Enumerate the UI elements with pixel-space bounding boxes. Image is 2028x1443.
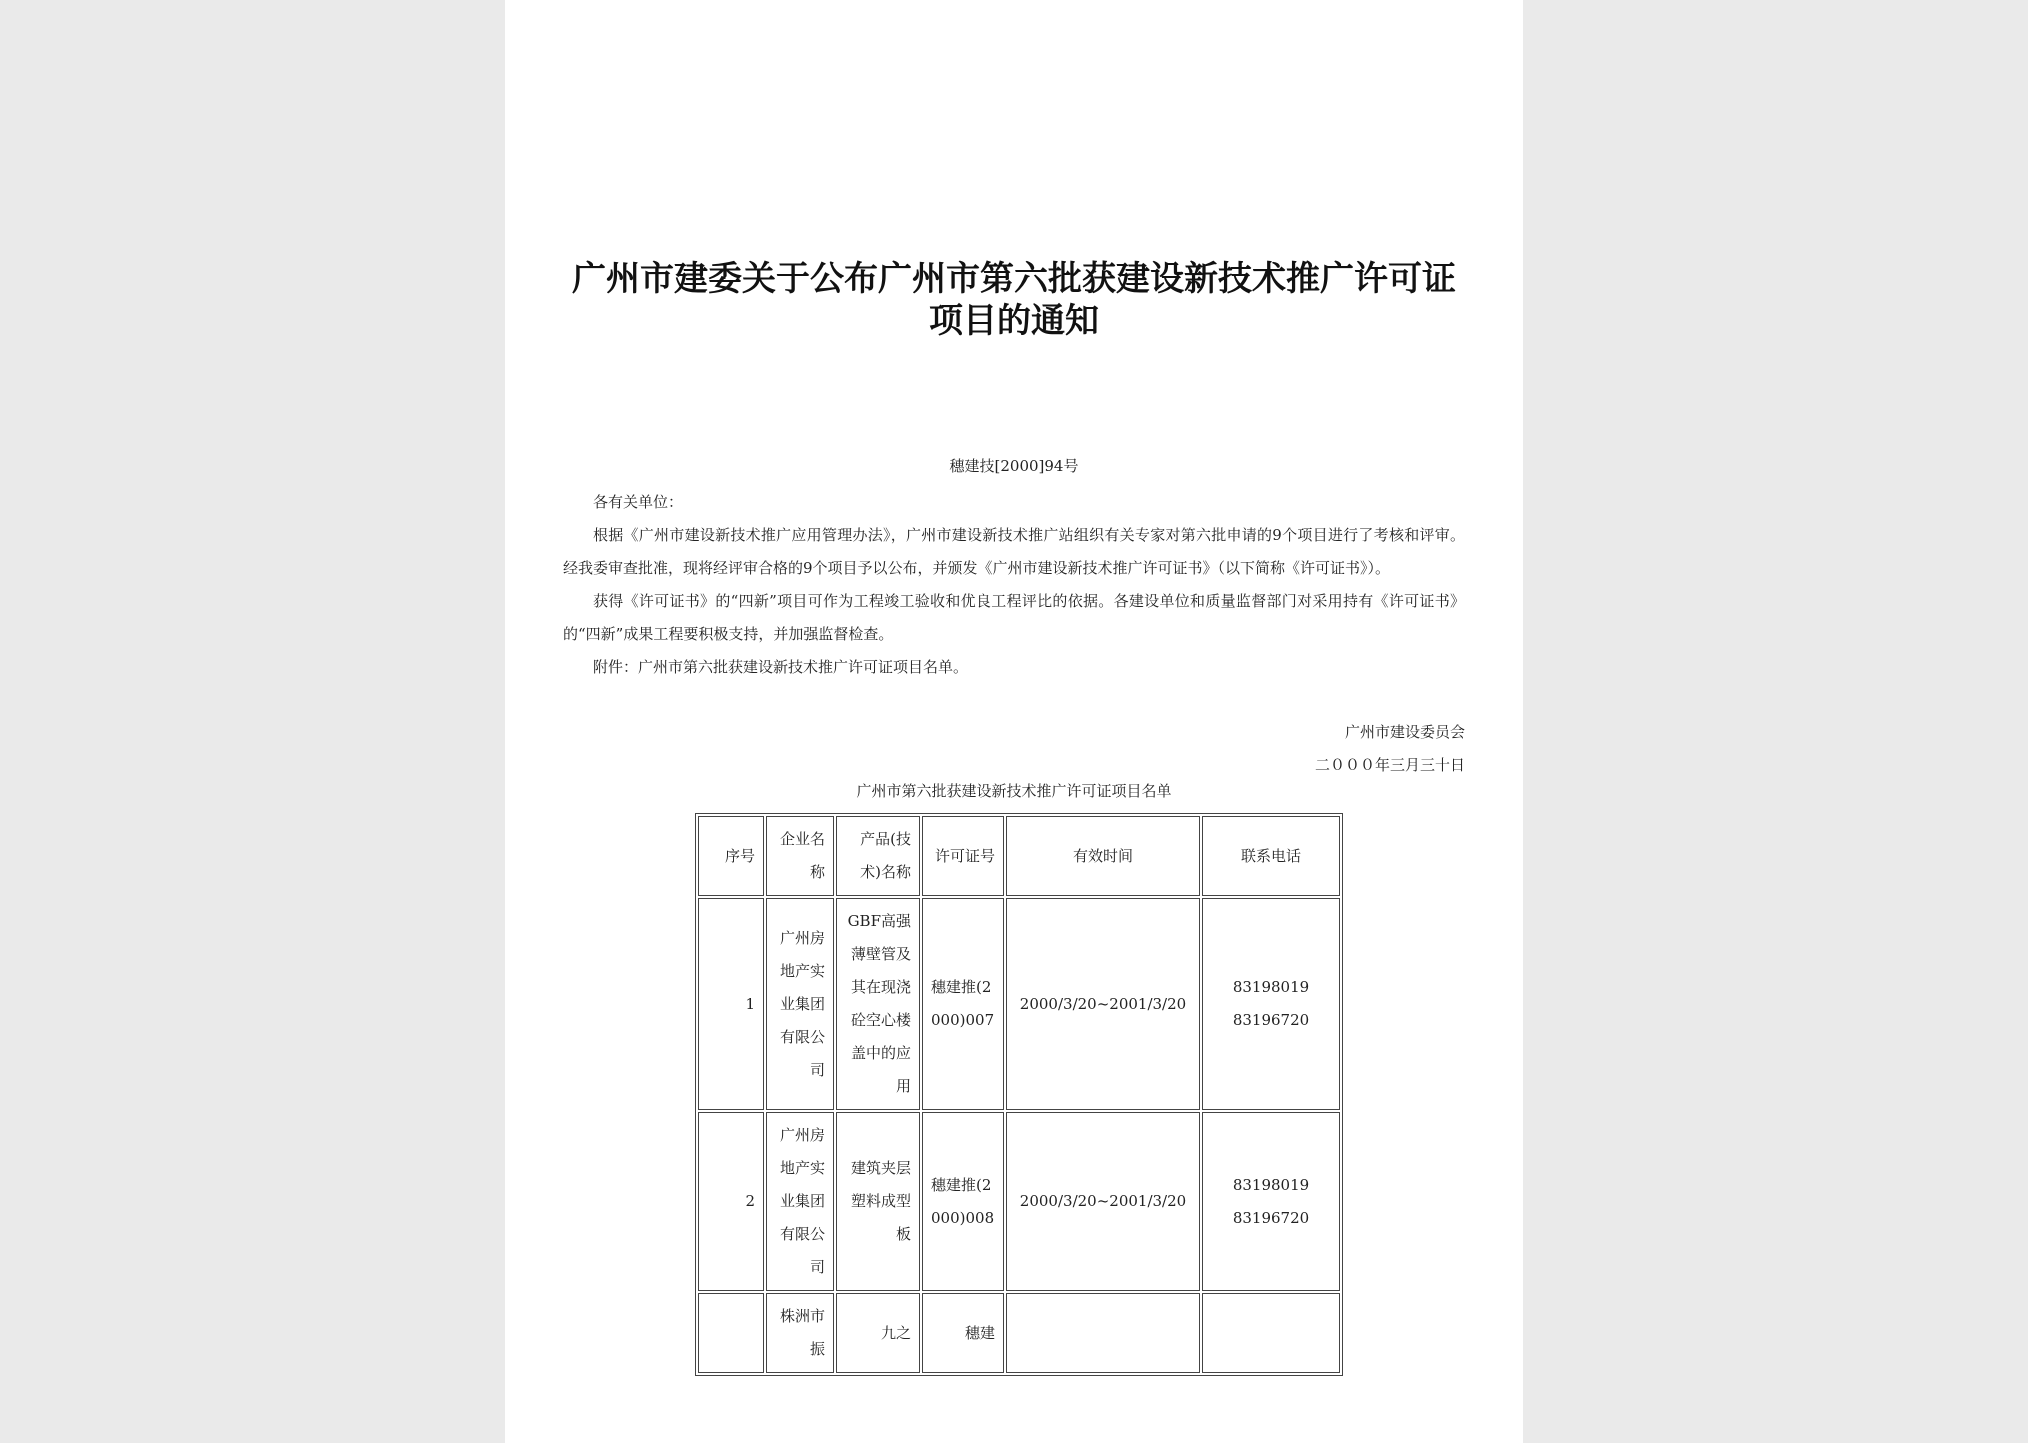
paragraph-3: 附件：广州市第六批获建设新技术推广许可证项目名单。 <box>593 658 969 676</box>
table-header-row <box>698 816 1340 896</box>
cell-product: 九之 <box>836 1293 920 1373</box>
table-row <box>698 1293 1340 1373</box>
header-seq: 序号 <box>698 816 764 896</box>
cell-company: 广州房地产实业集团有限公司 <box>766 1112 834 1291</box>
phone-1: 83198019 <box>1232 978 1310 996</box>
cell-valid: 2000/3/20~2001/3/20 <box>1006 898 1200 1110</box>
signature-org: 广州市建设委员会 <box>1344 723 1465 741</box>
document-body <box>563 486 1465 684</box>
document-title: 广州市建委关于公布广州市第六批获建设新技术推广许可证项目的通知 <box>572 259 1456 341</box>
cell-valid <box>1006 1293 1200 1373</box>
header-company: 企业名称 <box>766 816 834 896</box>
document-number: 穗建技[2000]94号 <box>949 457 1079 475</box>
header-license: 许可证号 <box>922 816 1004 896</box>
header-product: 产品(技术)名称 <box>836 816 920 896</box>
cell-license: 穗建推(2000)007 <box>922 898 1004 1110</box>
phone-2: 83196720 <box>1232 1011 1310 1029</box>
cell-phone <box>1202 1112 1340 1291</box>
header-phone: 联系电话 <box>1202 816 1340 896</box>
cell-valid: 2000/3/20~2001/3/20 <box>1006 1112 1200 1291</box>
cell-company: 株洲市振 <box>766 1293 834 1373</box>
signature-block <box>1315 716 1465 782</box>
document-page <box>505 0 1523 1443</box>
phone-1: 83198019 <box>1232 1175 1310 1194</box>
phone-2: 83196720 <box>1232 1208 1310 1227</box>
paragraph-2: 获得《许可证书》的“四新”项目可作为工程竣工验收和优良工程评比的依据。各建设单位和质量监督部门对采用持有《许可证书》的“四新”成果工程要积极支持，并加强监督检查。 <box>563 592 1465 643</box>
project-list-table <box>695 813 1343 1376</box>
cell-seq: 1 <box>698 898 764 1110</box>
cell-company: 广州房地产实业集团有限公司 <box>766 898 834 1110</box>
cell-seq <box>698 1293 764 1373</box>
cell-product: 建筑夹层塑料成型板 <box>836 1112 920 1291</box>
table-title: 广州市第六批获建设新技术推广许可证项目名单 <box>856 782 1172 800</box>
table-row <box>698 1112 1340 1291</box>
cell-product: GBF高强薄壁管及其在现浇砼空心楼盖中的应用 <box>836 898 920 1110</box>
paragraph-1: 根据《广州市建设新技术推广应用管理办法》，广州市建设新技术推广站组织有关专家对第六批申请的9个项目进行了考核和评审。经我委审查批准，现将经评审合格的9个项目予以公布，并颁发《广州市建设新技术推广许可证书》（以下简称《许可证书》）。 <box>563 526 1465 577</box>
cell-phone <box>1202 898 1340 1110</box>
table-row <box>698 898 1340 1110</box>
header-valid: 有效时间 <box>1006 816 1200 896</box>
cell-phone <box>1202 1293 1340 1373</box>
cell-seq: 2 <box>698 1112 764 1291</box>
signature-date: 二０００年三月三十日 <box>1314 756 1465 774</box>
cell-license: 穗建 <box>922 1293 1004 1373</box>
salutation: 各有关单位： <box>593 493 684 511</box>
cell-license: 穗建推(2000)008 <box>922 1112 1004 1291</box>
